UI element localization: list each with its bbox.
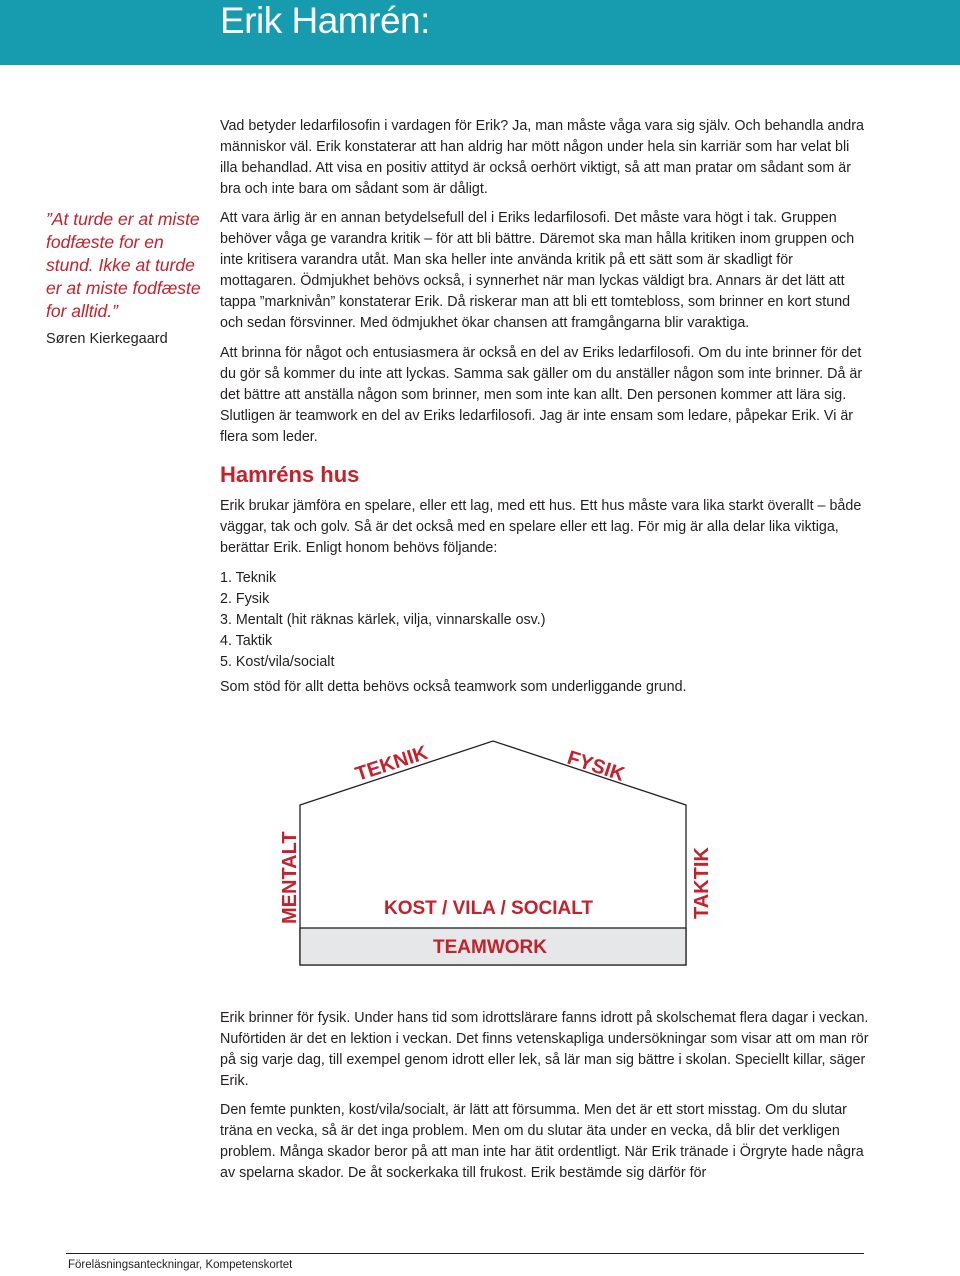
footer-text: Föreläsningsanteckningar, Kompetenskortet	[68, 1259, 293, 1271]
wall-label-right: TAKTIK	[691, 847, 713, 919]
paragraph-physics: Erik brinner för fysik. Under hans tid som idrottslärare fanns idrott på skolschemat flera dagar i veckan. Nuförtiden är det en lektion i veckan. Det finns vetenskapliga undersökningar som visar att om man rör på sig varje dag, till exempel genom idrott eller lek, så lär man sig bättre i skolan. Speciellt killar, säger Erik.	[220, 1010, 869, 1089]
wall-label-left: MENTALT	[279, 831, 301, 924]
paragraph-philosophy: Vad betyder ledarfilosofin i vardagen för Erik? Ja, man måste våga vara sig själv. Och behandla andra människor väl. Erik konstaterar att han aldrig har mött någon under hela sin karriär som har velat bli illa behandlad. Att visa en positiv attityd är också oerhört viktigt, så att man pratar om sådant som är bra och inte bara om sådant som är dåligt.	[220, 118, 864, 197]
list-item: 2. Fysik	[220, 591, 270, 607]
page-title: Erik Hamrén:	[220, 0, 430, 41]
quote-author: Søren Kierkegaard	[46, 331, 168, 347]
house-floor-label: TEAMWORK	[433, 937, 547, 958]
section-heading: Hamréns hus	[220, 462, 360, 487]
paragraph-teamwork-foundation: Som stöd för allt detta behövs också teamwork som underliggande grund.	[220, 679, 687, 695]
list-item: 1. Teknik	[220, 570, 277, 586]
roof-label-left: TEKNIK	[352, 741, 431, 786]
list-item: 4. Taktik	[220, 633, 273, 649]
house-center-label: KOST / VILA / SOCIALT	[384, 898, 593, 919]
paragraph-honesty: Att vara ärlig är en annan betydelsefull del i Eriks ledarfilosofi. Det måste vara högt i tak. Gruppen behöver våga ge varandra kritik – för att bli bättre. Däremot ska man hålla kritiken inom gruppen och inte kritisera varandra utåt. Man ska heller inte använda kritik på ett sätt som är skadligt för mottagaren. Ödmjukhet behövs också, i synnerhet när man lyckas väldigt bra. Annars är det lätt att tappa ”marknivån” konstaterar Erik. Då riskerar man att bli ett tomtebloss, som brinner en kort stund och sedan försvinner. Med ödmjukhet ökar chansen att framgångarna blir varaktiga.	[220, 210, 855, 331]
roof-label-right: FYSIK	[564, 746, 628, 786]
paragraph-house-intro: Erik brukar jämföra en spelare, eller ett lag, med ett hus. Ett hus måste vara lika starkt överallt – både väggar, tak och golv. Så är det också med en spelare eller ett lag. För mig är alla delar lika viktiga, berättar Erik. Enligt honom behövs följande:	[220, 498, 862, 556]
sidebar-quote: ”At turde er at miste fodfæste for en stund. Ikke at turde er at miste fodfæste for alltid.”	[46, 209, 201, 321]
list-item: 5. Kost/vila/socialt	[220, 654, 335, 670]
list-item: 3. Mentalt (hit räknas kärlek, vilja, vinnarskalle osv.)	[220, 612, 546, 628]
paragraph-nutrition: Den femte punkten, kost/vila/socialt, är lätt att försumma. Men det är ett stort misstag. Om du slutar träna en vecka, så är det inga problem. Men om du slutar äta under en vecka, då blir det verkligen problem. Många skador beror på att man inte har ätit ordentligt. När Erik tränade i Örgryte hade några av spelarna skador. De åt sockerkaka till frukost. Erik bestämde sig därför för	[220, 1102, 864, 1181]
footer-divider	[66, 1253, 864, 1254]
paragraph-passion: Att brinna för något och entusiasmera är också en del av Eriks ledarfilosofi. Om du inte brinner för det du gör så kommer du inte att lyckas. Samma sak gäller om du anställer någon som inte brinner. Då är det bättre att anställa någon som brinner, men som inte kan allt. Den personen kommer att lära sig. Slutligen är teamwork en del av Eriks ledarfilosofi. Jag är inte ensam som ledare, påpekar Erik. Vi är flera som leder.	[220, 345, 863, 445]
